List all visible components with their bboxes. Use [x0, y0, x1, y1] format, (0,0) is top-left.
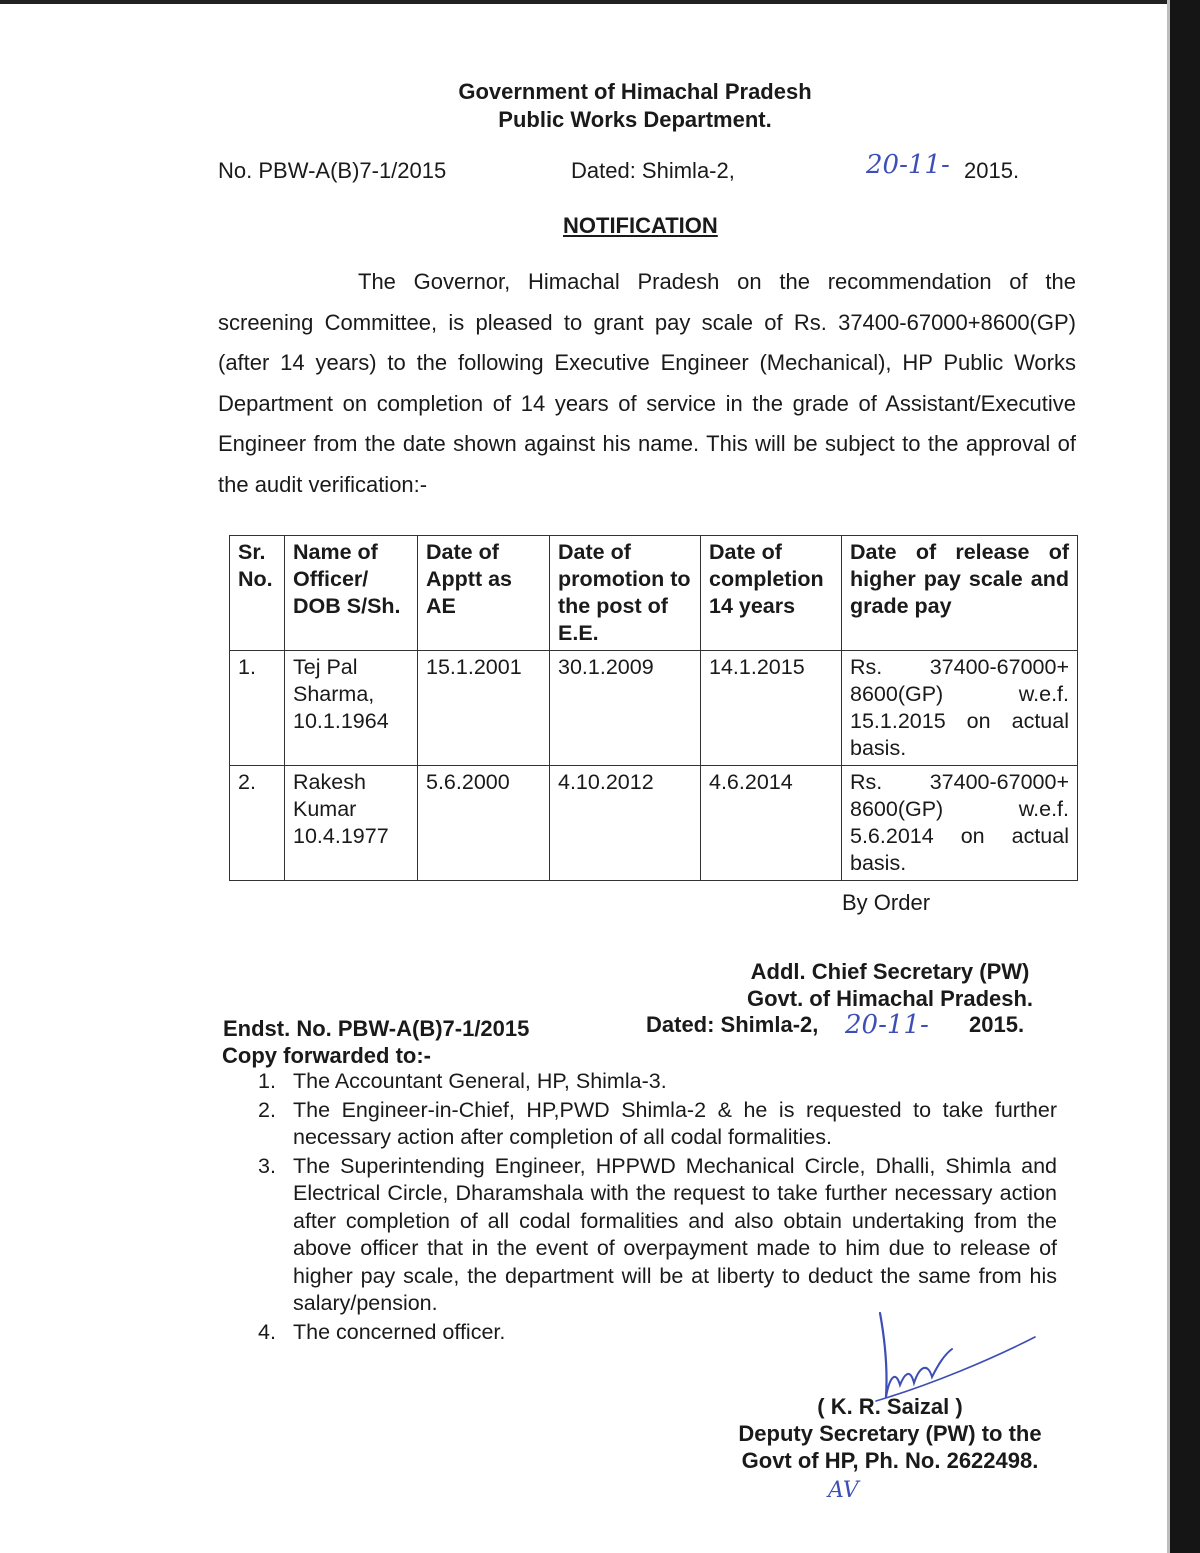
copy-forwarded-label: Copy forwarded to:- [222, 1043, 431, 1068]
reference-number: No. PBW-A(B)7-1/2015 [218, 158, 447, 183]
header-appointment-date: Date of Apptt as AE [418, 536, 550, 651]
signatory1-office: Govt. of Himachal Pradesh. [746, 986, 1034, 1011]
scan-dark-border [1170, 0, 1200, 1553]
signatory2-name: ( K. R. Saizal ) [817, 1394, 963, 1419]
list-item-number: 2. [258, 1097, 276, 1122]
cell-sr-no: 2. [230, 766, 285, 881]
list-item-text: The Engineer-in-Chief, HP,PWD Shimla-2 & he is requested to take further necessary action after completion of all codal formalities. [293, 1097, 1057, 1149]
endorsement-year: 2015. [969, 1012, 1025, 1037]
handwritten-date: 20-11- [866, 150, 950, 180]
table-header-row [230, 536, 1078, 651]
signatory1-title: Addl. Chief Secretary (PW) [750, 959, 1030, 984]
header-promotion-date: Date of promotion to the post of E.E. [550, 536, 701, 651]
reference-year: 2015. [964, 158, 1020, 183]
cell-sr-no: 1. [230, 651, 285, 766]
signatory-block-1 [690, 958, 1090, 1012]
cell-promotion-date: 4.10.2012 [550, 766, 701, 881]
reference-dated-label: Dated: Shimla-2, [571, 158, 735, 183]
signatory-block-2 [700, 1393, 1080, 1474]
letterhead-line2: Public Works Department. [498, 107, 772, 132]
scan-top-edge [0, 0, 1200, 4]
notification-paragraph [218, 262, 1076, 505]
list-item-text: The concerned officer. [293, 1319, 506, 1344]
list-item-text: The Accountant General, HP, Shimla-3. [293, 1069, 667, 1093]
cell-release-date: Rs. 37400-67000+ 8600(GP) w.e.f. 15.1.2015 on actual basis. [842, 651, 1078, 766]
by-order: By Order [842, 890, 931, 915]
header-officer-name: Name of Officer/ DOB S/Sh. [285, 536, 418, 651]
cell-completion-date: 4.6.2014 [701, 766, 842, 881]
officers-table [229, 535, 1078, 881]
signatory2-office: Govt of HP, Ph. No. 2622498. [741, 1448, 1039, 1473]
table-row [230, 651, 1078, 766]
notification-title: NOTIFICATION [563, 213, 718, 238]
cell-officer-name: Rakesh Kumar 10.4.1977 [285, 766, 418, 881]
handwritten-initials: AV [828, 1478, 859, 1503]
table-row [230, 766, 1078, 881]
list-item-number: 4. [258, 1319, 276, 1344]
endorsement-dated-label: Dated: Shimla-2, [646, 1012, 819, 1037]
list-item-number: 1. [258, 1069, 276, 1093]
list-item-number: 3. [258, 1153, 276, 1178]
cell-completion-date: 14.1.2015 [701, 651, 842, 766]
cell-appointment-date: 15.1.2001 [418, 651, 550, 766]
cell-promotion-date: 30.1.2009 [550, 651, 701, 766]
endorsement-handwritten-date: 20-11- [845, 1010, 929, 1040]
cell-appointment-date: 5.6.2000 [418, 766, 550, 881]
header-completion-date: Date of completion 14 years [701, 536, 842, 651]
cell-release-date: Rs. 37400-67000+ 8600(GP) w.e.f. 5.6.2014 on actual basis. [842, 766, 1078, 881]
list-item [253, 1097, 1057, 1152]
signatory2-title: Deputy Secretary (PW) to the [738, 1421, 1042, 1446]
endorsement-number: Endst. No. PBW-A(B)7-1/2015 [223, 1016, 530, 1041]
header-sr-no: Sr. No. [230, 536, 285, 651]
paragraph-text: The Governor, Himachal Pradesh on the recommendation of the screening Committee, is pleased to grant pay scale of Rs. 37400-67000+8600(GP) (after 14 years) to the following Executive Engineer (Mechanical), HP Public Works Department on completion of 14 years of service in the grade of Assistant/Executive Engineer from the date shown against his name. This will be subject to the approval of the audit verification:- [218, 269, 1076, 497]
letterhead-line1: Government of Himachal Pradesh [458, 79, 812, 104]
cell-officer-name: Tej Pal Sharma, 10.1.1964 [285, 651, 418, 766]
list-item [253, 1068, 1057, 1096]
header-release-date: Date of release of higher pay scale and grade pay [842, 536, 1078, 651]
list-item-text: The Superintending Engineer, HPPWD Mechanical Circle, Dhalli, Shimla and Electrical Circle, Dharamshala with the request to take further necessary action after completion of all codal formalities and also obtain undertaking from the above officer that in the event of overpayment made to him due to release of higher pay scale, the department will be at liberty to deduct the same from his salary/pension. [293, 1153, 1057, 1315]
list-item [253, 1153, 1057, 1318]
letterhead [330, 78, 940, 134]
